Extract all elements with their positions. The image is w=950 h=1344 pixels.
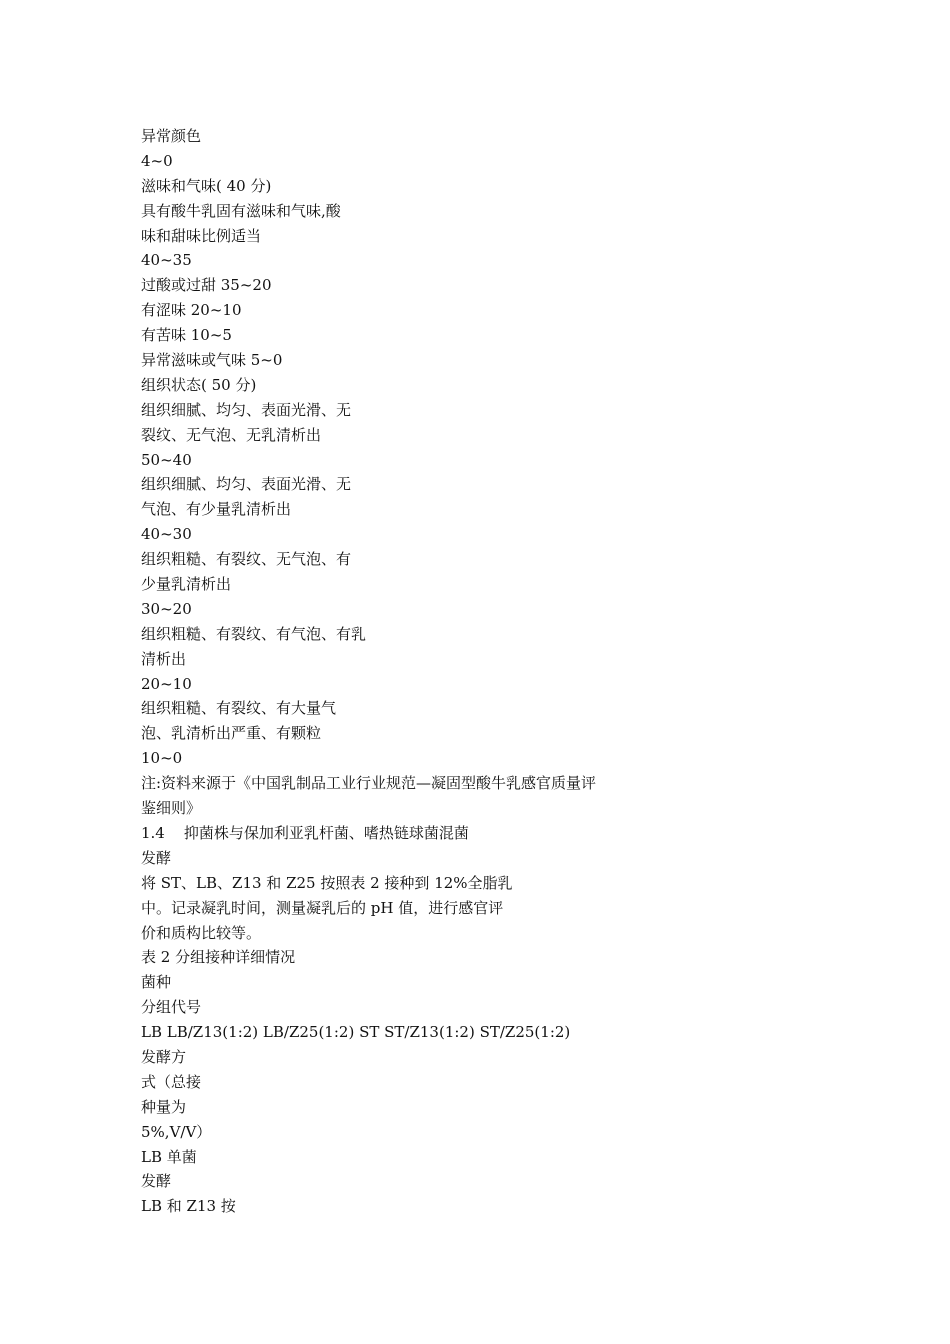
- table-cell: LB 和 Z13 按: [141, 1197, 236, 1216]
- text-line: 将 ST、LB、Z13 和 Z25 按照表 2 接种到 12%全脂乳: [141, 873, 513, 892]
- text-line: 异常滋味或气味 5~0: [141, 351, 283, 370]
- note-line: 鉴细则》: [141, 799, 202, 818]
- section-heading: 发酵: [141, 848, 172, 867]
- text-line: 40~35: [141, 251, 192, 270]
- text-line: 10~0: [141, 749, 183, 768]
- text-line: 组织粗糙、有裂纹、无气泡、有: [141, 550, 352, 569]
- section-heading: 1.4 抑菌株与保加利亚乳杆菌、嗜热链球菌混菌: [141, 823, 469, 842]
- text-line: 40~30: [141, 525, 192, 544]
- text-line: 组织细腻、均匀、表面光滑、无: [141, 475, 352, 494]
- table-cell: 发酵方: [141, 1047, 187, 1066]
- text-line: 组织粗糙、有裂纹、有气泡、有乳: [141, 624, 367, 643]
- section-heading: 滋味和气味( 40 分): [141, 176, 272, 195]
- table-cell: 种量为: [141, 1097, 187, 1116]
- text-line: 气泡、有少量乳清析出: [141, 500, 292, 519]
- text-line: 价和质构比较等。: [141, 923, 262, 942]
- table-cell: 发酵: [141, 1172, 172, 1191]
- note-line: 注:资料来源于《中国乳制品工业行业规范—凝固型酸牛乳感官质量评: [141, 774, 597, 793]
- section-heading: 组织状态( 50 分): [141, 375, 257, 394]
- text-line: 过酸或过甜 35~20: [141, 276, 272, 295]
- text-line: 少量乳清析出: [141, 575, 232, 594]
- table-header-row: LB LB/Z13(1:2) LB/Z25(1:2) ST ST/Z13(1:2) ST/Z25(1:2): [141, 1023, 571, 1042]
- text-line: 有涩味 20~10: [141, 301, 242, 320]
- table-cell: 5%,V/V）: [141, 1122, 212, 1141]
- text-line: 裂纹、无气泡、无乳清析出: [141, 425, 322, 444]
- table-cell: 式（总接: [141, 1072, 202, 1091]
- document-body: [141, 124, 821, 1219]
- text-line: 4~0: [141, 151, 173, 170]
- table-header-cell: 菌种: [141, 973, 172, 992]
- text-line: 组织粗糙、有裂纹、有大量气: [141, 699, 337, 718]
- text-line: 具有酸牛乳固有滋味和气味,酸: [141, 201, 341, 220]
- text-line: 组织细腻、均匀、表面光滑、无: [141, 400, 352, 419]
- text-line: 20~10: [141, 674, 192, 693]
- table-header-cell: 分组代号: [141, 998, 202, 1017]
- text-line: 泡、乳清析出严重、有颗粒: [141, 724, 322, 743]
- text-line: 异常颜色: [141, 127, 202, 145]
- table-caption: 表 2 分组接种详细情况: [141, 948, 296, 967]
- text-line: 有苦味 10~5: [141, 326, 232, 345]
- text-line: 50~40: [141, 450, 192, 469]
- text-line: 味和甜味比例适当: [141, 226, 262, 245]
- text-line: 清析出: [141, 649, 187, 668]
- table-cell: LB 单菌: [141, 1147, 197, 1166]
- text-line: 30~20: [141, 599, 192, 618]
- text-line: 中。记录凝乳时间，测量凝乳后的 pH 值，进行感官评: [141, 898, 504, 917]
